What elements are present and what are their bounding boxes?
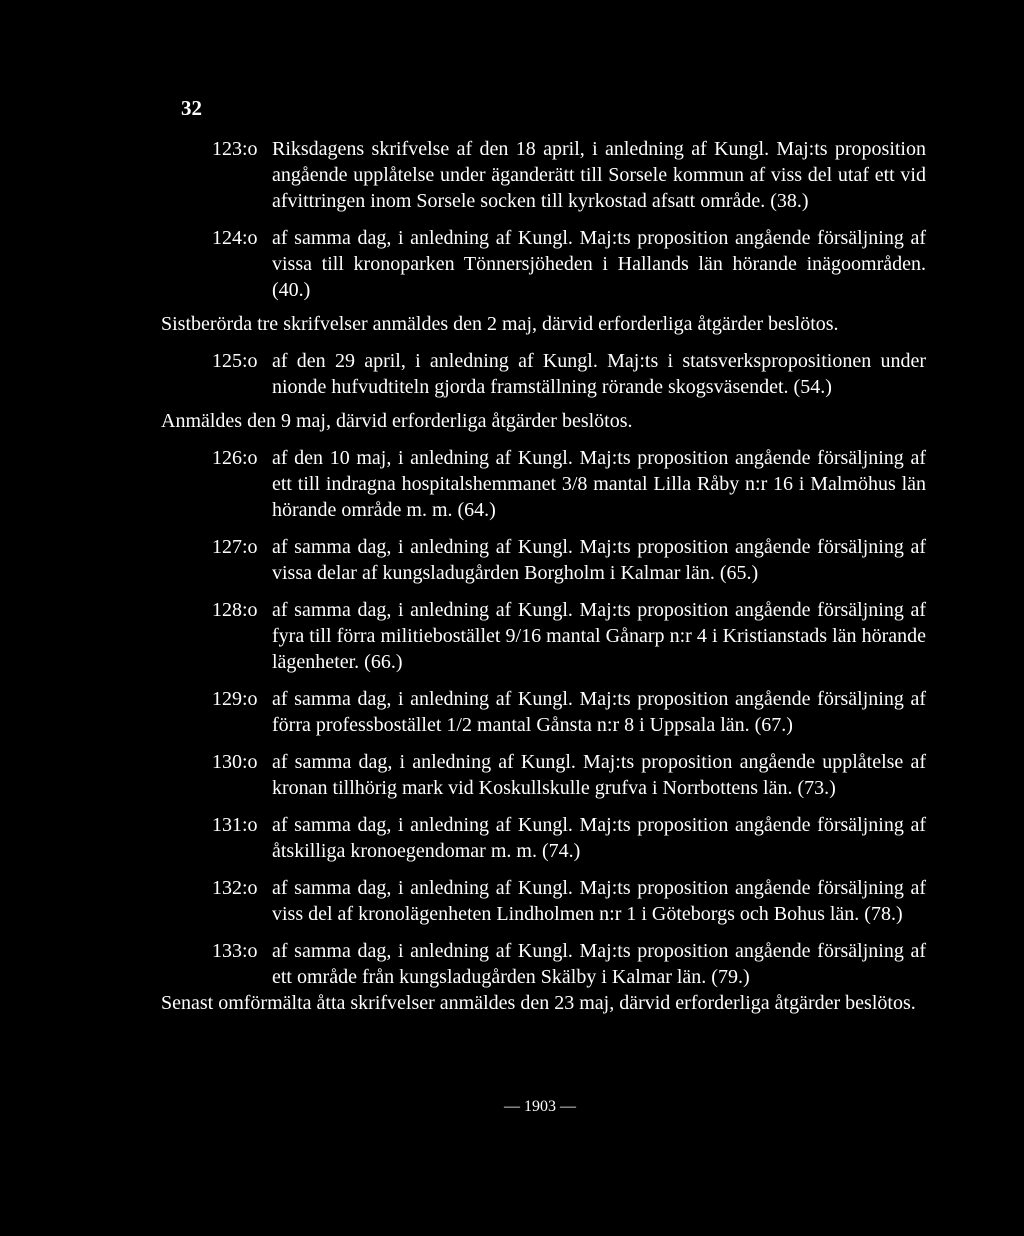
- document-body: [161, 136, 926, 1027]
- note-paragraph: Sistberörda tre skrifvelser anmäldes den 2 maj, därvid erforderliga åtgärder beslötos.: [161, 313, 839, 335]
- note-paragraph: Senast omförmälta åtta skrifvelser anmäldes den 23 maj, därvid erforderliga åtgärder beslötos.: [161, 992, 916, 1014]
- entry-text: af samma dag, i anledning af Kungl. Maj:ts proposition angående försäljning af vissa till kronoparken Tönnersjöheden i Hallands län hörande inägoområden. (40.): [272, 227, 926, 301]
- entry-133: [161, 938, 926, 990]
- entry-text: af samma dag, i anledning af Kungl. Maj:ts proposition angående försäljning af vissa delar af kungsladugården Borgholm i Kalmar län. (65.): [272, 536, 926, 584]
- entry-text: af samma dag, i anledning af Kungl. Maj:ts proposition angående försäljning af åtskilliga kronoegendomar m. m. (74.): [272, 814, 926, 862]
- entry-131: [161, 812, 926, 864]
- page-number: 32: [181, 96, 202, 120]
- entry-text: af samma dag, i anledning af Kungl. Maj:ts proposition angående upplåtelse af kronan tillhörig mark vid Koskullskulle grufva i Norrbottens län. (73.): [272, 751, 926, 799]
- entry-128: [161, 597, 926, 675]
- entry-text: af samma dag, i anledning af Kungl. Maj:ts proposition angående försäljning af fyra till förra militiebostället 9/16 mantal Gånarp n:r 4 i Kristianstads län hörande lägenheter. (66.): [272, 599, 926, 673]
- entry-125: [161, 348, 926, 400]
- entry-number: 130:o: [212, 751, 258, 773]
- entry-132: [161, 875, 926, 927]
- entry-text: Riksdagens skrifvelse af den 18 april, i anledning af Kungl. Maj:ts proposition angående upplåtelse under äganderätt till Sorsele kommun af viss del utaf ett vid afvittringen inom Sorsele socken till kyrkostad afsatt område. (38.): [272, 138, 926, 212]
- entry-129: [161, 686, 926, 738]
- entry-number: 131:o: [212, 814, 258, 836]
- note-paragraph: Anmäldes den 9 maj, därvid erforderliga åtgärder beslötos.: [161, 410, 633, 432]
- entry-number: 125:o: [212, 350, 258, 372]
- entry-text: af samma dag, i anledning af Kungl. Maj:ts proposition angående försäljning af viss del af kronolägenheten Lindholmen n:r 1 i Göteborgs och Bohus län. (78.): [272, 877, 926, 925]
- entry-text: af samma dag, i anledning af Kungl. Maj:ts proposition angående försäljning af ett område från kungsladugården Skälby i Kalmar län. (79.): [272, 940, 926, 988]
- entry-number: 132:o: [212, 877, 258, 899]
- entry-number: 128:o: [212, 599, 258, 621]
- entry-number: 123:o: [212, 138, 258, 160]
- entry-number: 133:o: [212, 940, 258, 962]
- page-footer: — 1903 —: [504, 1098, 576, 1115]
- entry-text: af den 10 maj, i anledning af Kungl. Maj:ts proposition angående försäljning af ett till indragna hospitalshemmanet 3/8 mantal Lilla Råby n:r 16 i Malmöhus län hörande område m. m. (64.): [272, 447, 926, 521]
- entry-text: af samma dag, i anledning af Kungl. Maj:ts proposition angående försäljning af förra professbostället 1/2 mantal Gånsta n:r 8 i Uppsala län. (67.): [272, 688, 926, 736]
- entry-126: [161, 445, 926, 523]
- entry-123: [161, 136, 926, 214]
- entry-number: 129:o: [212, 688, 258, 710]
- entry-number: 127:o: [212, 536, 258, 558]
- entry-number: 124:o: [212, 227, 258, 249]
- entry-text: af den 29 april, i anledning af Kungl. Maj:ts i statsverkspropositionen under nionde hufvudtiteln gjorda framställning rörande skogsväsendet. (54.): [272, 350, 926, 398]
- entry-124: [161, 225, 926, 303]
- entry-130: [161, 749, 926, 801]
- entry-number: 126:o: [212, 447, 258, 469]
- entry-127: [161, 534, 926, 586]
